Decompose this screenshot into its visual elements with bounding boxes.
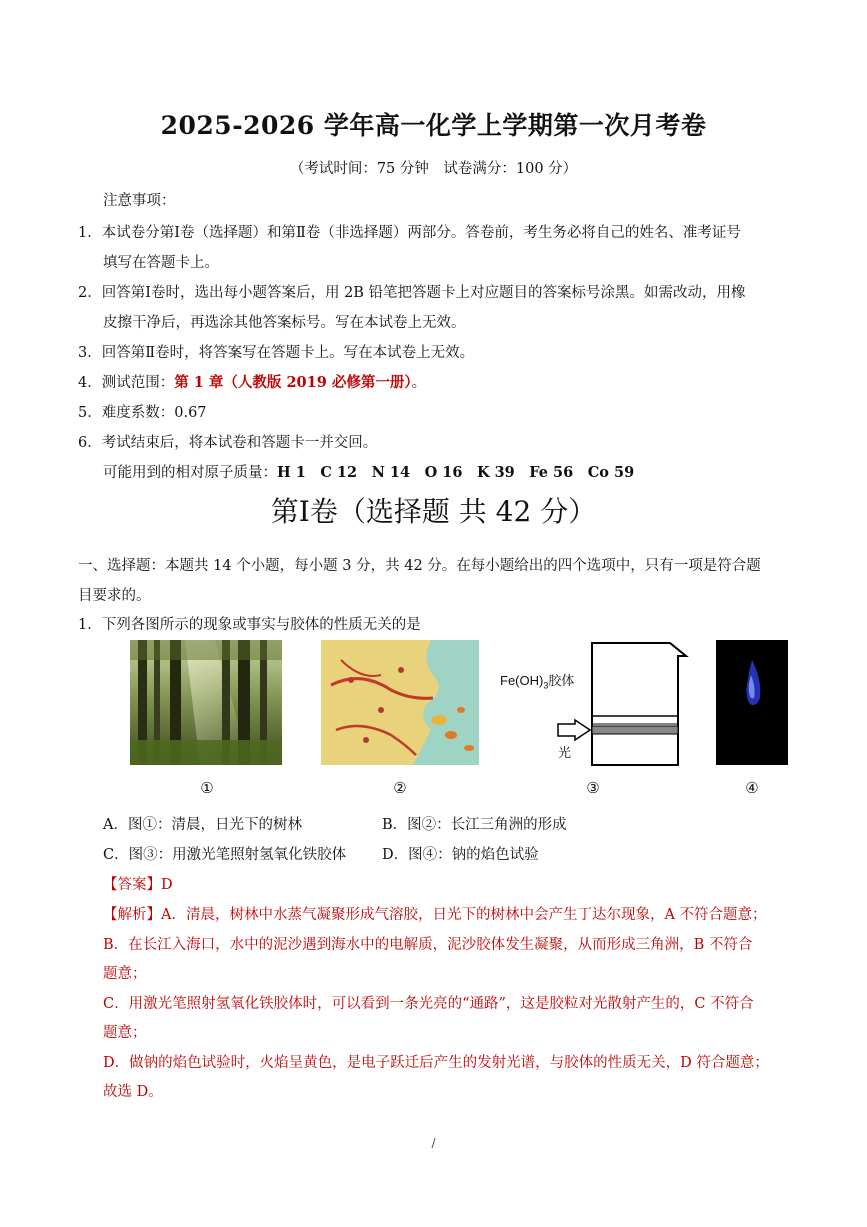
note-item-4 <box>78 371 426 392</box>
exam-title: 2025-2026 学年高一化学上学期第一次月考卷 <box>160 111 707 140</box>
beaker-diagram <box>500 638 700 768</box>
delta-map-image <box>321 640 479 765</box>
atomic-masses-label: 可能用到的相对原子质量： <box>103 465 277 481</box>
notes-heading: 注意事项： <box>103 193 176 209</box>
option-a: A．图①：清晨，日光下的树林 <box>103 817 302 833</box>
figure-caption-3: ③ <box>586 779 600 797</box>
note-text: 回答第Ⅰ卷时，选出每小题答案后，用 2B 铅笔把答题卡上对应题目的答案标号涂黑。如需改动，用橡 <box>101 285 746 301</box>
note-number: 2． <box>78 285 102 301</box>
analysis-line-4: C．用激光笔照射氢氧化铁胶体时，可以看到一条光亮的“通路”，这是胶粒对光散射产生的，C 不符合 <box>103 996 754 1012</box>
note-item-2-cont: 皮擦干净后，再选涂其他答案标号。写在本试卷上无效。 <box>103 315 466 331</box>
note-text: 测试范围： <box>101 375 175 391</box>
analysis-line-2: B．在长江入海口，水中的泥沙遇到海水中的电解质，泥沙胶体发生凝聚，从而形成三角洲，B 不符合 <box>103 937 753 953</box>
note-text-suffix: 。 <box>411 375 427 391</box>
note-text: 考试结束后，将本试卷和答题卡一并交回。 <box>101 435 378 451</box>
flame-image <box>716 640 788 765</box>
note-item-1 <box>78 221 741 242</box>
atomic-masses-values: H 1 C 12 N 14 O 16 K 39 Fe 56 Co 59 <box>277 464 635 481</box>
note-item-2 <box>78 281 746 302</box>
analysis-line-5: 题意； <box>103 1025 147 1041</box>
forest-image <box>130 640 282 765</box>
beaker-svg <box>500 638 700 768</box>
atomic-masses-line <box>103 461 634 482</box>
note-number: 5． <box>78 405 102 421</box>
option-b: B．图②：长江三角洲的形成 <box>382 817 567 833</box>
exam-subtitle: （考试时间：75 分钟 试卷满分：100 分） <box>289 161 578 177</box>
analysis-text: A．清晨，树林中水蒸气凝聚形成气溶胶，日光下的树林中会产生丁达尔现象，A 不符合题意； <box>161 907 767 923</box>
section-title: 第Ⅰ卷（选择题 共 42 分） <box>270 495 597 528</box>
section-intro-line1: 一、选择题：本题共 14 个小题，每小题 3 分，共 42 分。在每小题给出的四个选项中，只有一项是符合题 <box>78 558 761 574</box>
figure-caption-2: ② <box>393 779 407 797</box>
note-item-5 <box>78 401 207 422</box>
note-text: 难度系数：0.67 <box>101 405 207 421</box>
note-number: 4． <box>78 375 102 391</box>
note-number: 6． <box>78 435 102 451</box>
analysis-line-1 <box>103 903 767 924</box>
answer-label: 【答案】 <box>103 877 161 893</box>
analysis-line-6: D．做钠的焰色试验时，火焰呈黄色，是电子跃迁后产生的发射光谱，与胶体的性质无关，D 符合题意； <box>103 1055 769 1071</box>
note-text: 本试卷分第Ⅰ卷（选择题）和第Ⅱ卷（非选择题）两部分。答卷前，考生务必将自己的姓名、准考证号 <box>101 225 741 241</box>
note-number: 1． <box>78 225 102 241</box>
note-item-1-cont: 填写在答题卡上。 <box>103 255 219 271</box>
note-item-3 <box>78 341 474 362</box>
note-text: 回答第Ⅱ卷时，将答案写在答题卡上。写在本试卷上无效。 <box>101 345 475 361</box>
beaker-light-label: 光 <box>558 745 572 760</box>
option-d: D．图④：钠的焰色试验 <box>382 847 539 863</box>
analysis-label: 【解析】 <box>103 907 161 923</box>
page-number: / <box>431 1136 436 1150</box>
answer-line <box>103 873 173 894</box>
beaker-colloid-label: $Fe(OH)_3$胶体 <box>500 673 575 691</box>
analysis-line-7: 故选 D。 <box>103 1084 163 1100</box>
section-intro-line2: 目要求的。 <box>78 588 151 604</box>
analysis-line-3: 题意； <box>103 966 147 982</box>
figure-caption-4: ④ <box>745 779 759 797</box>
note-item-6 <box>78 431 377 452</box>
question-1-stem: 1．下列各图所示的现象或事实与胶体的性质无关的是 <box>78 617 421 633</box>
test-scope-highlight: 第 1 章（人教版 2019 必修第一册） <box>174 374 412 391</box>
figure-caption-1: ① <box>200 779 214 797</box>
option-c: C．图③：用激光笔照射氢氧化铁胶体 <box>103 847 347 863</box>
note-number: 3． <box>78 345 102 361</box>
answer-value: D <box>161 877 173 893</box>
